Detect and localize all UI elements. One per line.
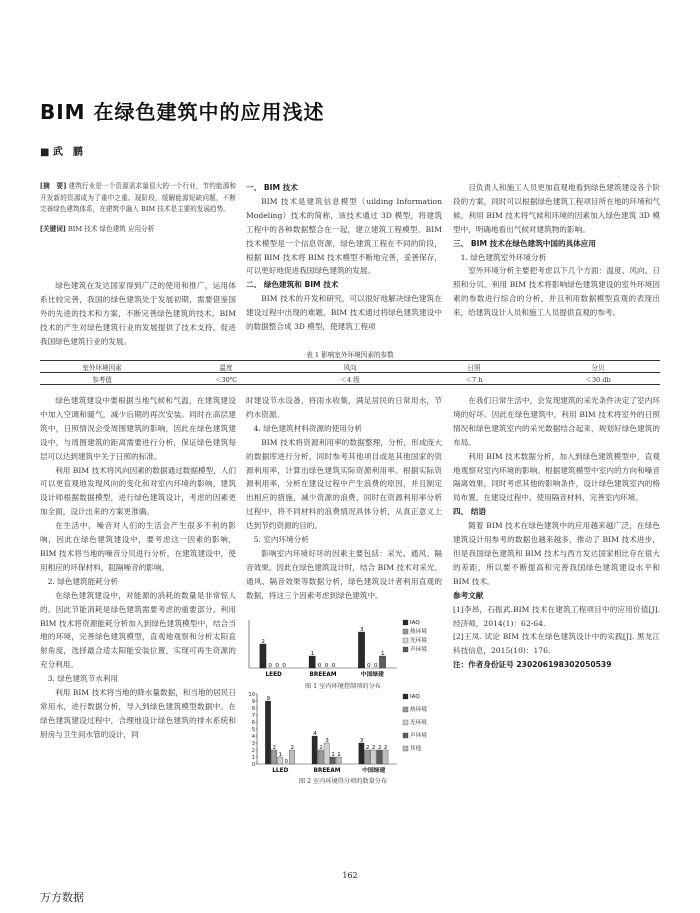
data-label: 2 [319,744,323,751]
legend-swatch [403,647,408,652]
table-caption: 表 1 影响室外环境因素的参数 [306,351,394,359]
sub-heading: 4. 绿色建筑材料资源的使用分析 [253,423,362,433]
data-label: 0 [275,662,279,669]
data-label: 1 [337,751,341,758]
y-tick-label: 3 [251,741,255,747]
chart-indoor-control-items [243,616,449,678]
table-header-row [40,361,660,373]
y-tick-label: 7 [251,713,255,719]
table-row [40,373,660,385]
legend-label: 热环境 [410,707,427,713]
x-tick-label: 中国绿建 [362,768,386,774]
data-label: 1 [381,650,385,657]
y-tick-label: 8 [251,706,255,712]
bar [277,757,282,764]
legend-swatch [403,707,408,712]
article-title: BIM 在绿色建筑中的应用浅述 [40,100,325,124]
legend-label: 热环境 [410,629,427,635]
table-header-cell: 风向 [288,361,412,373]
x-tick-label: LEED [265,672,282,678]
y-tick-label: 6 [251,720,255,726]
data-label: 4 [313,730,317,737]
parameter-table [40,360,660,385]
data-label: 3 [360,626,364,633]
table-header-cell: 温度 [164,361,288,373]
data-label: 1 [310,650,315,657]
data-label: 3 [359,737,364,744]
table-header-cell: 分贝 [536,361,660,373]
legend-swatch [403,733,408,738]
right-column-top: 目负责人和施工人员更加直观地看到绿色建筑建设各个阶段的方案，同时可以根据绿色建筑工程项目所在地的环境和气候，利用 BIM 技术将气候和环境的因素加入绿色建筑 3D 模型中，明确地看出气候对建筑物的影响。 三、 BIM 技术在绿色建筑中国的具体应用 1. 绿色建筑室外环境分析 室外环境分析主要把考虑以下几个方面：温度、风向、日照和分贝。利用 BIM 技术将影响绿色建筑建设的室外环境因素的参数进行综合的分析，并且利用数据模型直观的表现出来，给建筑设计人员和施工人员提供直观的参考。 [453,183,660,318]
legend-swatch [403,629,408,634]
data-label: 2 [290,744,295,751]
data-label: 0 [367,662,371,669]
table-header-cell: 日照 [412,361,536,373]
abstract: [摘 要] 建筑行业是一个资源需求量很大的一个行业，节约能源和开发新的资源成为了重中之重。现阶段，缓解能源短缺问题，不断完善绿色建筑体系，在建筑中融入 BIM 技术是主要的发展趋势。 [40,182,237,214]
keywords: [关键词] BIM 技术 绿色建筑 应用分析 [40,224,155,233]
table-cell: ＜30 db [536,373,660,385]
y-tick-label: 9 [251,699,255,705]
data-label: 2 [377,744,382,751]
table-cell: 参考值 [40,373,164,385]
bar [358,632,364,668]
y-tick-label: 5 [251,727,255,733]
bar [309,656,315,668]
chart-caption: 图 2 室内环境得分项的数量分布 [298,778,388,785]
bar [324,743,329,764]
data-label: 2 [272,744,277,751]
data-label: 3 [325,737,329,744]
middle-column-bottom: 时建设节水设备，将雨水收集，满足居民的日常用水，节约水资源。 4. 绿色建筑材料资源的使用分析 BIM 技术将资源利用率的数据整理，分析，形成庞大的数据库进行分析，同时参考其他项目或是其他国家的资源利用率，计算出绿色建筑实际资源利用率。根据实际资源利用率，分析在建设过程中产生浪费的原因，并且制定出相应的措施，减少资源的浪费，同时在资源利用率分析过程中，将不同材料的浪费情况具体分析，从真正意义上达到节约资源的目的。 5. 室内环境分析 影响室内环境好坏的因素主要包括：采光、通风、隔音效果。因此在绿色建筑设计时，结合 BIM 技术对采光、通风、隔音效果等数据分析，绿色建筑设计者利用直观的数据，将这三个因素考虑到绿色建筑中。 [246,396,442,600]
data-label: 0 [268,662,272,669]
data-label: 1 [331,751,335,758]
left-column-top [40,181,236,235]
y-tick-label: 1 [251,755,255,761]
data-label: 1 [278,751,283,758]
bar [312,736,317,764]
bar [271,750,276,764]
legend-label: 其他 [410,746,422,752]
reference-item: [2]王凤. 试论 BIM 技术在绿色建筑设计中的实践[J]. 黑龙江科技信息，2015(10)：176. [453,632,660,656]
data-label: 2 [261,638,265,645]
table-cell: ＜4 级 [288,373,412,385]
section-heading: 一、 BIM 技术 [246,183,298,192]
data-label: 0 [374,662,378,669]
y-tick-label: 2 [251,748,255,754]
data-label: 0 [331,662,336,669]
data-label: 0 [284,758,289,765]
sub-heading: 2. 绿色建筑能耗分析 [47,576,119,586]
bar [377,750,382,764]
legend-label: IAQ [410,620,420,626]
bar [318,750,323,764]
legend-label: 光环境 [410,720,427,726]
table-cell: ＜7 h [412,373,536,385]
chart-indoor-score-items [243,690,449,774]
legend-swatch [403,746,408,751]
x-tick-label: 中国绿建 [360,672,384,678]
table-header-cell: 室外环境因素 [40,361,164,373]
chart-caption: 图 1 室内环境控制项的分布 [305,683,381,690]
data-label: 0 [282,662,286,669]
wanfang-logo: 万方数据 [40,891,84,904]
bar [289,750,294,764]
x-tick-label: BREEAM [313,768,341,774]
section-heading: 二、 绿色建筑和 BIM 技术 [246,280,339,290]
sub-heading: 5. 室内环境分析 [253,535,309,545]
bar [379,656,385,668]
y-tick-label: 10 [248,692,255,698]
left-column-bottom: 绿色建筑建设中要根据当地气候和气温，在建筑建设中加入空调和暖气，减少后期的再次安装。同时在高层建筑中，日照情况会受周围建筑的影响，因此在绿色建筑建设中，与周围建筑的距离需要进行分析，保证绿色建筑每层可以达到建筑中关于日照的标准。 利用 BIM 技术将风向因素的数据通过数据模型，人们可以更直观地发现风向的变化和对室内环境的影响，建筑设计师根据数据模型，进行绿色建筑设计，考虑的因素更加全面，设计出来的方案更准确。 在生活中，噪音对人们的生活会产生很多不利的影响，因此在绿色建筑建设中，要考虑这一因素的影响，BIM 技术将当地的噪音分贝进行分析，在建筑建设中，使用相应的环保材料，阻隔噪音的影响。 2. 绿色建筑能耗分析 在绿色建筑建设中，对能源的消耗的数量是非常惊人的，因此节能消耗是绿色建筑需要考虑的重要部分。利用 BIM 技术将资源能耗分析加入到绿色建筑模型中，结合当地的环境，完善绿色建筑模型，直观地观察和分析太阳直射角度，选择最合适太阳能安装位置，实现可再生资源的充分利用。 3. 绿色建筑节水利用 利用 BIM 技术将当地的降水量数据，和当地的居民日常用水，进行数据分析，导入到绿色建筑模型数据中。在绿色建筑建设过程中，合理地设计绿色建筑的排水系统和厨房与卫生间水管的设计，同 [40,396,236,739]
references-heading: 参考文献 [453,590,484,600]
reference-item: [1]李昂，石振武.BIM 技术在建筑工程项目中的应用价值[J]. 经济师，2014(1)：62-64. [453,604,660,628]
y-tick-label: 0 [251,762,255,768]
bar [260,644,266,668]
legend-swatch [403,620,408,625]
data-label: 2 [371,744,376,751]
legend-label: IAQ [410,694,420,700]
sub-heading: 3. 绿色建筑节水利用 [47,674,119,684]
table-cell: ＜30℃ [164,373,288,385]
right-column-bottom: 在我们日常生活中，会发现建筑的采光条件决定了室内环境的好坏。因此在绿色建筑中，利用 BIM 技术将室外的日照情况和绿色建筑室内的采光数据结合起来，规划好绿色建筑的布局。 利用 BIM 技术数据分析，加入到绿色建筑模型中，直观地观察对室内环境的影响。根据建筑模型中室内的方向和噪音隔离效果，同时考虑其他的影响条件，设计绿色建筑室内的格局布置，在建设过程中，使用隔音材料，完善室内环境。 四、 结语 随着 BIM 技术在绿色建筑中的应用越来越广泛，在绿色建筑设计用参考的数据也越来越多，推动了 BIM 技术进步，但是我国绿色建筑和 BIM 技术与西方发达国家相比存在很大的差距，所以要不断提高和完善我国绿色建筑建设水平和 BIM 技术。 参考文献 [1]李昂，石振武.BIM 技术在建筑工程项目中的应用价值[J]. 经济师，2014(1)：62-64. [2]王凤. 试论 BIM 技术在绿色建筑设计中的实践[J]. 黑龙江科技信息，2015(10)：176. 注：作者身份证号 230206198302050539 [453,394,660,672]
data-label: 9 [266,695,271,702]
legend-swatch [403,694,408,699]
legend-swatch [403,720,408,725]
bar [336,757,341,764]
legend-label: 声环境 [410,733,427,739]
bar [383,750,388,764]
legend-label: 声环境 [410,647,427,653]
intro-paragraph: 绿色建筑在发达国家得到广泛的使用和推广，运用体系比较完善，我国的绿色建筑处于发展初期，需要借鉴国外的先进的技术和方案，不断完善绿色建筑的技术。BIM 技术的产生对绿色建筑行业的发展提供了技术支持，促进我国绿色建筑行业的发展。 [40,281,236,346]
sub-heading: 1. 绿色建筑室外环境分析 [460,252,547,262]
bar [365,750,370,764]
bar [359,743,364,764]
y-tick-label: 4 [251,734,255,740]
middle-column-top: 一、 BIM 技术 BIM 技术是建筑信息模型（uilding Information Modeling）技术的简称，该技术通过 3D 模型，将建筑工程中的各种数据整合在一起，建立建筑工程模型。BIM 技术模型是一个信息资源，绿色建筑工程在不同的阶段，根据 BIM 技术将 BIM 技术模型不断地完善，妥善保存，可以更好地促进我国绿色建筑的发展。 二、 绿色建筑和 BIM 技术 BIM 技术的开发和研究，可以很好地解决绿色建筑在建设过程中出现的难题，BIM 技术通过将绿色建筑建设中的数据整合成 3D 模型，使建筑工程项 [246,183,442,332]
section-heading: 三、 BIM 技术在绿色建筑中国的具体应用 [453,238,596,248]
page-number: 162 [342,871,358,880]
data-label: 0 [324,662,329,669]
author-note: 注：作者身份证号 230206198302050539 [453,660,612,670]
bar [330,757,335,764]
legend-label: 光环境 [410,638,427,644]
data-label: 2 [383,744,388,751]
legend-swatch [403,638,408,643]
bar [371,750,376,764]
author-byline: ■ 武 鹏 [40,147,83,158]
data-label: 2 [365,744,370,751]
section-heading: 四、 结语 [453,507,487,517]
x-tick-label: LLED [272,768,289,774]
data-label: 0 [317,662,322,669]
bar [265,701,270,764]
x-tick-label: BREEAM [309,672,337,678]
